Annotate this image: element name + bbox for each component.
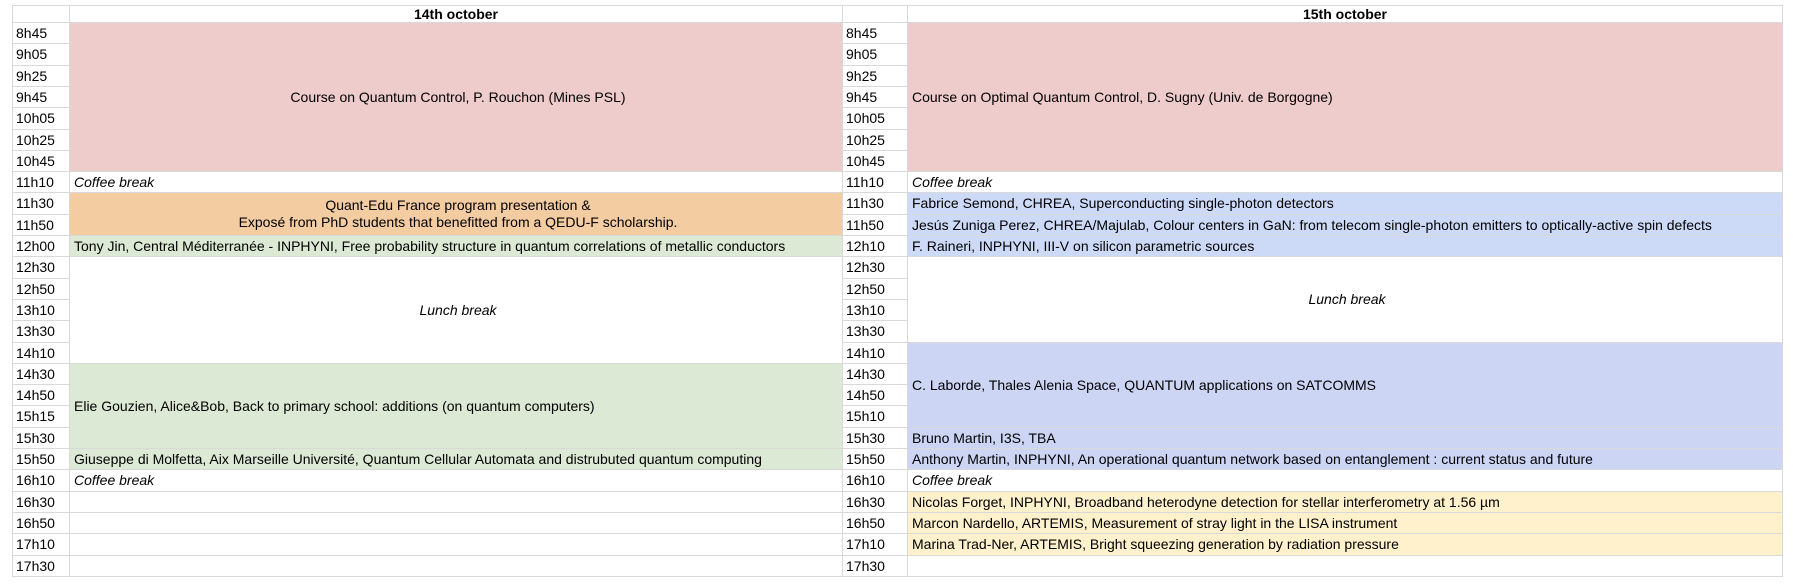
session-text: Nicolas Forget, INPHYNI, Broadband heterodyne detection for stellar interferometry at 1.56 µm <box>912 493 1500 510</box>
time-slot-day2: 15h50 <box>843 449 908 470</box>
time-slot-day2: 12h10 <box>843 236 908 257</box>
time-slot-day1: 11h30 <box>12 193 70 215</box>
time-slot-day2: 9h25 <box>843 66 908 87</box>
time-slot-day2: 11h30 <box>843 193 908 215</box>
session-text: Elie Gouzien, Alice&Bob, Back to primary school: additions (on quantum computers) <box>74 397 595 414</box>
time-slot-day2: 17h10 <box>843 534 908 556</box>
time-slot-day1: 14h10 <box>12 343 70 364</box>
schedule-grid <box>12 5 1783 580</box>
time-slot-day2: 14h30 <box>843 364 908 385</box>
time-slot-day2: 16h50 <box>843 513 908 534</box>
session-text: Giuseppe di Molfetta, Aix Marseille Université, Quantum Cellular Automata and distrubuted quantum computing <box>74 450 762 467</box>
time-slot-day1: 9h25 <box>12 66 70 87</box>
empty-slot-day1 <box>70 513 843 534</box>
time-slot-day1: 15h15 <box>12 406 70 428</box>
session-text: Marcon Nardello, ARTEMIS, Measurement of stray light in the LISA instrument <box>912 514 1398 531</box>
empty-slot-day1 <box>70 556 843 577</box>
time-slot-day1: 13h10 <box>12 300 70 321</box>
time-slot-day2: 16h30 <box>843 492 908 513</box>
coffee-break-day1 <box>70 470 843 492</box>
session-text: Tony Jin, Central Méditerranée - INPHYNI, Free probability structure in quantum correlations of metallic conductors <box>74 237 786 254</box>
time-slot-day1: 12h30 <box>12 257 70 279</box>
session-text: Anthony Martin, INPHYNI, An operational quantum network based on entanglement : current status and future <box>912 450 1593 467</box>
empty-slot-day2 <box>908 556 1783 577</box>
session-text: Course on Optimal Quantum Control, D. Sugny (Univ. de Borgogne) <box>912 88 1333 105</box>
session-cell-day1 <box>70 236 843 257</box>
session-text: Lunch break <box>1308 291 1386 307</box>
time-slot-day2: 10h05 <box>843 108 908 130</box>
time-slot-day2: 14h10 <box>843 343 908 364</box>
session-cell-day2 <box>908 449 1783 470</box>
time-slot-day1: 17h30 <box>12 556 70 577</box>
session-cell-day2 <box>908 23 1783 172</box>
time-slot-day1: 15h50 <box>12 449 70 470</box>
session-cell-day2 <box>908 513 1783 534</box>
day2-header: 15th october <box>908 5 1783 23</box>
time-slot-day1: 14h50 <box>12 385 70 406</box>
time-slot-day2: 8h45 <box>843 23 908 44</box>
time-slot-day1: 9h05 <box>12 44 70 66</box>
time-slot-day1: 12h00 <box>12 236 70 257</box>
session-text: F. Raineri, INPHYNI, III-V on silicon parametric sources <box>912 237 1255 254</box>
session-text: Jesús Zuniga Perez, CHREA/Majulab, Colour centers in GaN: from telecom single-photon emitters to optically-active spin defects <box>912 216 1712 233</box>
time-slot-day1: 12h50 <box>12 279 70 300</box>
session-cell-day2 <box>908 193 1783 215</box>
lunch-break-day2 <box>908 257 1783 343</box>
time-slot-day1: 16h10 <box>12 470 70 492</box>
time-slot-day2: 15h10 <box>843 406 908 428</box>
time-slot-day1: 10h45 <box>12 151 70 172</box>
lunch-break-day1 <box>70 257 843 364</box>
empty-slot-day1 <box>70 492 843 513</box>
time-slot-day2: 17h30 <box>843 556 908 577</box>
time-slot-day1: 9h45 <box>12 87 70 108</box>
session-text: Quant-Edu France program presentation & Exposé from PhD students that benefitted from a QEDU-F scholarship. <box>238 197 678 230</box>
time-slot-day2: 9h05 <box>843 44 908 66</box>
session-cell-day2 <box>908 428 1783 449</box>
session-text: Lunch break <box>419 301 497 318</box>
time-slot-day1: 16h30 <box>12 492 70 513</box>
time-slot-day1: 17h10 <box>12 534 70 556</box>
time-slot-day1: 15h30 <box>12 428 70 449</box>
corner-cell-day2 <box>843 5 908 23</box>
session-text: Coffee break <box>74 472 155 488</box>
time-slot-day2: 13h10 <box>843 300 908 321</box>
empty-slot-day1 <box>70 534 843 556</box>
session-cell-day1 <box>70 449 843 470</box>
session-cell-day1 <box>70 23 843 172</box>
time-slot-day2: 10h25 <box>843 130 908 151</box>
session-text: Bruno Martin, I3S, TBA <box>912 429 1056 446</box>
time-slot-day2: 16h10 <box>843 470 908 492</box>
time-slot-day1: 8h45 <box>12 23 70 44</box>
session-cell-day2 <box>908 215 1783 236</box>
time-slot-day2: 14h50 <box>843 385 908 406</box>
time-slot-day2: 13h30 <box>843 321 908 343</box>
coffee-break-day2 <box>908 470 1783 492</box>
session-cell-day2 <box>908 343 1783 428</box>
session-cell-day2 <box>908 534 1783 556</box>
time-slot-day1: 11h50 <box>12 215 70 236</box>
time-slot-day1: 10h05 <box>12 108 70 130</box>
time-slot-day2: 11h10 <box>843 172 908 193</box>
time-slot-day2: 11h50 <box>843 215 908 236</box>
day1-header: 14th october <box>70 5 843 23</box>
session-cell-day1 <box>70 364 843 449</box>
time-slot-day2: 12h50 <box>843 279 908 300</box>
session-text: Coffee break <box>912 472 993 488</box>
time-slot-day1: 11h10 <box>12 172 70 193</box>
corner-cell-day1 <box>12 5 70 23</box>
time-slot-day1: 10h25 <box>12 130 70 151</box>
time-slot-day1: 16h50 <box>12 513 70 534</box>
coffee-break-day1 <box>70 172 843 193</box>
session-cell-day2 <box>908 236 1783 257</box>
session-text: Marina Trad-Ner, ARTEMIS, Bright squeezing generation by radiation pressure <box>912 536 1399 552</box>
session-text: Coffee break <box>912 173 993 190</box>
session-cell-day2 <box>908 492 1783 513</box>
session-text: Course on Quantum Control, P. Rouchon (Mines PSL) <box>290 88 626 105</box>
time-slot-day2: 9h45 <box>843 87 908 108</box>
time-slot-day2: 12h30 <box>843 257 908 279</box>
session-text: Fabrice Semond, CHREA, Superconducting single-photon detectors <box>912 195 1334 211</box>
session-text: C. Laborde, Thales Alenia Space, QUANTUM applications on SATCOMMS <box>912 376 1377 393</box>
session-cell-day1 <box>70 193 843 236</box>
time-slot-day2: 15h30 <box>843 428 908 449</box>
session-text: Coffee break <box>74 173 155 190</box>
coffee-break-day2 <box>908 172 1783 193</box>
time-slot-day1: 14h30 <box>12 364 70 385</box>
time-slot-day1: 13h30 <box>12 321 70 343</box>
time-slot-day2: 10h45 <box>843 151 908 172</box>
